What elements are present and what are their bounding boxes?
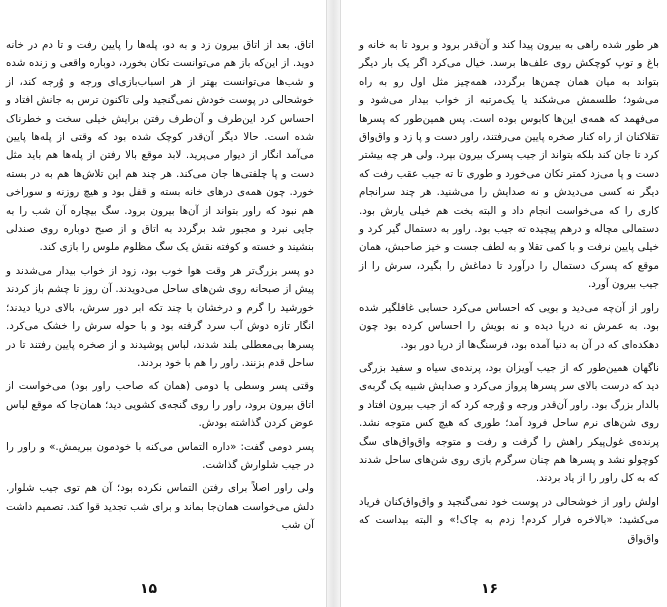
paragraph: راور از آن‌چه می‌دید و بویی که احساس می‌کرد حسابی غافلگیر شده بود. به عمرش نه دریا دیده و نه بویش را احساس کرده بود چون دهکده‌ای که در آن به دنیا آمده بود، فرسنگ‌ها از دریا دور بود. xyxy=(359,301,659,351)
paragraph: اتاق. بعد از اتاق بیرون زد و به دو، پله‌ها را پایین رفت و تا دم در خانه دوید. از این‌که باز هم می‌توانست تکان بخورد، دوباره واقعی و زنده شده و شب‌ها می‌توانست بهتر از هر اسباب‌بازی‌ای ورجه و وُرجه کند، از خوشحالی در پوست خودش نمی‌گنجید ولی تاکنون ترس به جانش افتاد و احساس کرد این‌طرف و آن‌طرف رفتن برایش خیلی سخت و خطرناک شده است. حالا دیگر آن‌قدر کوچک شده بود که وقتی از پله‌ها پایین می‌آمد انگار از دیوار می‌پرید. لابد موقع بالا رفتن از پله‌ها هم باید مثل دست و پا چلفتی‌ها جان می‌کند. هر چند هم این تلاش‌ها هم به در بسته خورد. چون همه‌ی درهای خانه بسته و قفل بود و هیچ روزنه و سوراخی هم نبود که راور بتواند از آن‌ها بیرون برود. سگ بیچاره آن شب را به جایی نبرد و مجبور شد برگردد به اتاق و از صبح دوباره روی صندلی بنشیند و خسته و کوفته نقش یک سگ مظلوم ملوس را بازی کند. xyxy=(6,39,314,254)
page-number: ۱۶ xyxy=(481,581,499,597)
paragraph: دو پسر بزرگ‌تر هر وقت هوا خوب بود، زود از خواب بیدار می‌شدند و پیش از صبحانه روی شن‌های ساحل می‌دویدند. آن روز تا چشم باز کردند خورشید را گرم و درخشان با چند تکه ابر دور سرش، بالای دریا دیدند؛ انگار تازه دوش آب سرد گرفته بود و با حوله سرش را خشک می‌کرد. پسرها بی‌معطلی بلند شدند، لباس پوشیدند و از صخره پایین رفتند تا در ساحل قدم بزنند. راور را هم با خود بردند. xyxy=(6,264,314,369)
paragraph: وقتی پسر وسطی یا دومی (همان که صاحب راور بود) می‌خواست از اتاق بیرون برود، راور را روی گنجه‌ی کشویی دید؛ همان‌جا که موقع لباس عوض کردن گذاشته بودش. xyxy=(6,380,314,430)
paragraph: ناگهان همین‌طور که از جیب آویزان بود، پرنده‌ی سیاه و سفید بزرگی دید که درست بالای سر پسرها پرواز می‌کرد و صدایش شبیه یک گربه‌ی بالدار بزرگ بود. راور آن‌قدر ورجه و وُرجه کرد که از جیب بیرون افتاد و روی شن‌های نرم ساحل فرود آمد؛ طوری که هیچ کس متوجه نشد. پرنده‌ی غول‌پیکر راهش را گرفت و رفت و متوجه واق‌واق‌های سگ کوچولو نشد و پسرها هم چنان سرگرم بازی روی شن‌های ساحل شدند که به کل راور را از یاد بردند. xyxy=(359,361,659,485)
right-page xyxy=(340,0,667,607)
left-page-text xyxy=(6,36,314,540)
paragraph: هر طور شده راهی به بیرون پیدا کند و آن‌قدر برود و برود تا به خانه و باغ و توپ کوچکش روی علف‌ها برسد. خیال می‌کرد اگر یک بار دیگر بتواند به میان همان چمن‌ها برگردد، همه‌چیز مثل اول رو به راه می‌شود؛ طلسمش می‌شکند یا یک‌مرتبه از خواب بیدار می‌شود و می‌فهمد که همه‌ی این‌ها کابوس بوده است. پس همین‌طور که پسرها تقلاکنان از راه کنار صخره پایین می‌رفتند، راور دست و پا زد و واق‌واق کرد تا جان کند بلکه بتواند از جیب پسرک بیرون بپرد. ولی هر چه بیشتر دست و پا می‌زد کمتر تکان می‌خورد و طوری تا ته جیب عقب رفت که دیگر نه کسی می‌دیدش و نه صدایش را می‌شنید. هر چند سرانجام کاری را که می‌خواست انجام داد و البته بخت هم خیلی یارش بود. دستمالی مچاله و درهم پیچیده ته جیب بود. راور به دستمال گیر کرد و خیلی پایین نرفت و با کمی تقلا و به لطف جست و خیز صاحبش، همان موقع که پسرک دستمال را درآورد تا دماغش را بگیرد، سرش را از جیب بیرون آورد. xyxy=(359,39,659,291)
left-page xyxy=(0,0,327,607)
page-number: ۱۵ xyxy=(140,581,158,597)
right-page-text xyxy=(359,36,659,553)
paragraph: ولی راور اصلاً برای رفتن التماس نکرده بود؛ آن هم توی جیب شلوار. دلش می‌خواست همان‌جا بماند و برای شب تجدید قوا کند. تصمیم داشت آن شب xyxy=(6,482,314,532)
paragraph: اولش راور از خوشحالی در پوست خود نمی‌گنجید و واق‌واق‌کنان فریاد می‌کشید: «بالاخره فرار کردم! زدم به چاک!» و البته بیداست که واق‌واق xyxy=(359,495,659,545)
book-gutter xyxy=(327,0,340,607)
paragraph: پسر دومی گفت: «داره التماس می‌کنه با خودمون ببریمش.» و راور را در جیب شلوارش گذاشت. xyxy=(6,440,314,471)
